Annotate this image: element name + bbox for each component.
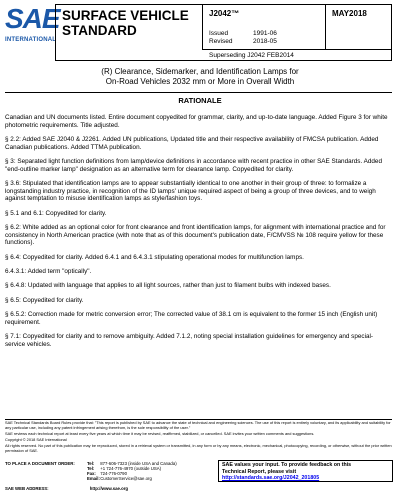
rationale-paragraph: § 6.2: White added as an optional color for front clearance and front identification lamps, for alignment with international practice and for consistency in North American practice (with note that as of this document's publication date, F/CMVSS № 108 require yellow for these functions). xyxy=(5,223,386,247)
header-divider xyxy=(202,5,203,49)
order-contact xyxy=(5,461,225,481)
tel2-label: Tel: xyxy=(87,466,95,471)
footer-rights: All rights reserved. No part of this publication may be reproduced, stored in a retrieval system or transmitted, in any form or by any means, electronic, mechanical, photocopying, recording, or otherwise, without the prior written permission of SAE. xyxy=(5,443,392,454)
rationale-paragraph: § 5.1 and 6.1: Copyedited for clarity. xyxy=(5,209,107,217)
document-subtitle xyxy=(20,67,380,86)
rationale-paragraph: § 7.1: Copyedited for clarity and to remove ambiguity. Added 7.1.2, noting special installation guidelines for emergency and special-service vehicles. xyxy=(5,333,374,348)
web-value[interactable]: http://www.sae.org xyxy=(89,486,129,491)
issued-value: 1991-06 xyxy=(253,30,277,37)
order-label: TO PLACE A DOCUMENT ORDER: xyxy=(5,461,75,466)
fax-value: 724-776-0790 xyxy=(100,471,127,476)
sae-logo xyxy=(5,3,60,56)
revised-label: Revised xyxy=(209,38,233,45)
rationale-paragraph: Canadian and UN documents listed. Entire document copyedited for grammar, clarity, and up-to-date language. Added Figure 3 for white photometric requirements. Title adjusted. xyxy=(5,114,388,129)
header-box xyxy=(55,4,392,61)
footer-review: SAE reviews each technical report at least every five years at which time it may be revised, reaffirmed, stabilized, or cancelled. SAE invites your written comments and suggestions. xyxy=(5,430,315,436)
revision-info xyxy=(209,30,277,46)
document-date: MAY2018 xyxy=(332,9,367,18)
subtitle-line-1: (R) Clearance, Sidemarker, and Identification Lamps for xyxy=(101,67,299,76)
web-address xyxy=(5,486,128,491)
logo-wordmark: SAE xyxy=(5,3,60,34)
feedback-box xyxy=(218,460,393,482)
header-divider xyxy=(325,5,326,49)
revised-value: 2018-05 xyxy=(253,38,277,45)
rationale-paragraph: § 2.2: Added SAE J2040 & J2261. Added UN publications, Updated title and their respective availability of FMCSA publication. Added Canadian publications. Added TTMA publication. xyxy=(5,135,379,151)
rationale-paragraph: § 6.4.8: Updated with language that applies to all light sources, rather than just to filament bulbs with indexed bases. xyxy=(5,282,331,290)
logo-tagline: INTERNATIONAL xyxy=(5,37,57,43)
document-number: J2042™ xyxy=(209,9,240,18)
rationale-paragraph: § 3: Separated light function definitions from lamp/device definitions in accordance with recent practice in other SAE Standards. Added "end-outline marker lamp" designation as an alternative term for clearance lamp. Copyedited for clarity. xyxy=(5,157,382,173)
rationale-paragraph: § 6.5: Copyedited for clarity. xyxy=(5,296,84,304)
web-label: SAE WEB ADDRESS: xyxy=(5,486,49,491)
rationale-paragraph: § 6.5.2: Correction made for metric conversion error; The corrected value of 38.1 cm is equivalent to the former 15 inch (English unit) requirement. xyxy=(5,311,378,326)
email-value[interactable]: CustomerService@sae.org xyxy=(100,476,152,481)
footer-policy: SAE Technical Standards Board Rules provide that: "This report is published by SAE to advance the state of technical and engineering sciences. The use of this report is entirely voluntary, and its applicability and suitability for any particular use, including any patent infringement arising therefrom, is the sole responsibility of the user." xyxy=(5,420,391,430)
superseding-note: Superseding J2042 FEB2014 xyxy=(209,52,294,59)
tel-label: Tel: xyxy=(87,461,95,466)
section-heading: RATIONALE xyxy=(178,96,222,105)
feedback-link[interactable]: http://standards.sae.org/J2042_201805 xyxy=(222,475,320,481)
document-type-title xyxy=(62,8,192,38)
tel-value: 877-606-7323 (inside USA and Canada) xyxy=(100,461,177,466)
feedback-line-2: Technical Report, please visit xyxy=(222,468,297,475)
rationale-paragraph: § 3.6: Stipulated that identification lamps are to appear substantially identical to one another in their group of three: to formalize a longstanding industry practice, in recognition of the ID lamps' unique required aspect of being a group of three devices, and to weigh against temptation to misuse identification lamps as style/fashion toys. xyxy=(5,179,376,203)
header-divider xyxy=(202,49,392,50)
email-label: Email: xyxy=(87,476,100,481)
tel2-value: +1 724-776-4970 (outside USA) xyxy=(100,466,161,471)
section-rule xyxy=(5,92,392,93)
subtitle-line-2: On-Road Vehicles 2032 mm or More in Overall Width xyxy=(105,76,295,86)
feedback-line-1: SAE values your input. To provide feedback on this xyxy=(222,462,352,468)
rationale-paragraph: 6.4.3.1: Added term "optically". xyxy=(5,267,92,275)
title-line-1: SURFACE VEHICLE xyxy=(62,8,189,23)
issued-label: Issued xyxy=(209,30,229,37)
footer-copyright: Copyright © 2018 SAE International xyxy=(5,437,67,443)
rationale-body xyxy=(5,114,393,355)
rationale-paragraph: § 6.4: Copyedited for clarity. Added 6.4.1 and 6.4.3.1 stipulating operational modes for multifunction lamps. xyxy=(5,253,304,261)
title-line-2: STANDARD xyxy=(62,23,137,38)
fax-label: Fax: xyxy=(87,471,96,476)
document-header xyxy=(5,4,392,61)
legal-footer xyxy=(5,421,393,455)
